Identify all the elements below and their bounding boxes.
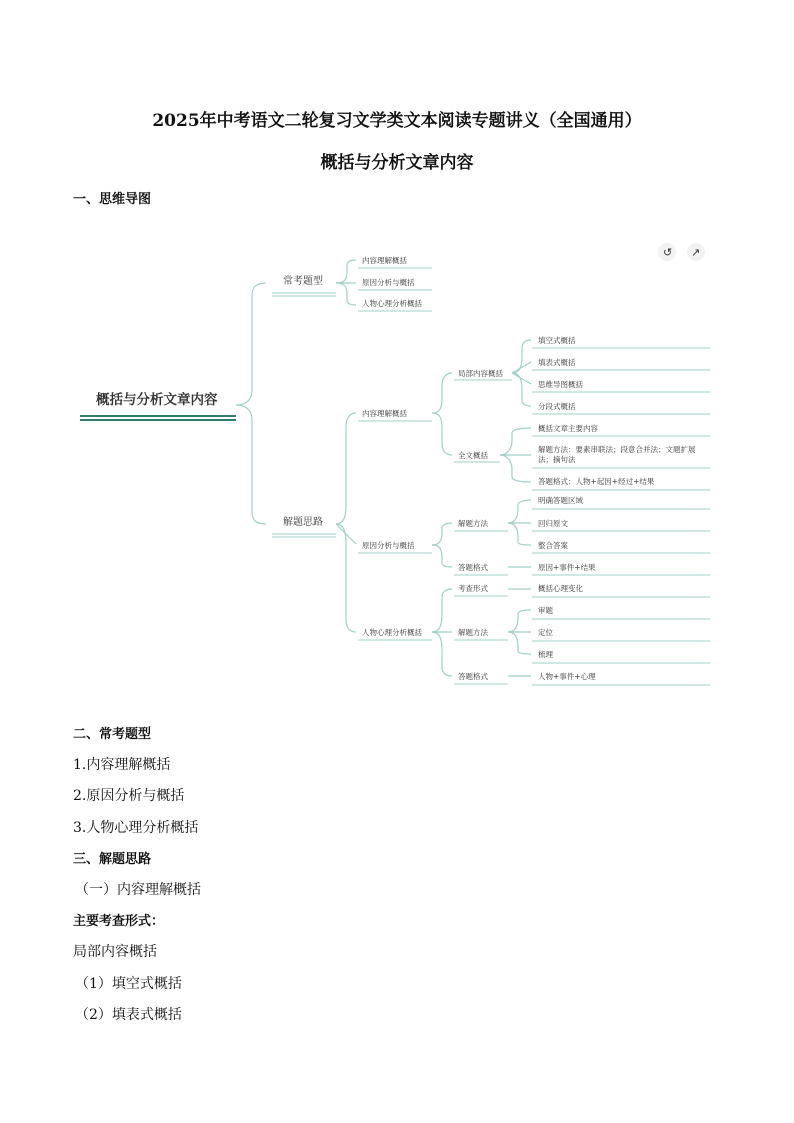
mindmap-leaf: 审题 [538,606,553,615]
mindmap-leaf-line1: 解题方法：要素串联法；段意合并法；文题扩展 [538,445,696,454]
refresh-glyph: ↺ [663,246,673,259]
type-item: 2.原因分析与概括 [73,788,185,804]
mindmap-node: 内容理解概括 [362,409,407,418]
mindmap-leaf: 回归原文 [538,519,568,528]
section-heading-types: 二、常考题型 [73,727,152,742]
mindmap-root: 概括与分析文章内容 [96,392,218,408]
mindmap-node: 答题格式 [458,563,488,572]
mindmap-leaf: 人物+事件+心理 [538,672,596,681]
mindmap-node: 答题格式 [458,672,488,681]
mindmap-leaf: 整合答案 [538,541,568,550]
mindmap-leaf: 定位 [538,628,553,637]
mindmap-leaf: 答题格式：人物+起因+经过+结果 [538,477,655,486]
subsection-heading: （一）内容理解概括 [75,882,201,898]
list-item: （2）填表式概括 [75,1007,182,1023]
mindmap-leaf: 原因+事件+结果 [538,563,596,572]
document-subtitle: 概括与分析文章内容 [320,153,474,173]
mindmap-leaf-line2: 法；摘句法 [538,455,576,464]
mindmap-leaf: 概括心理变化 [538,584,583,593]
root-underline [80,416,236,420]
mindmap-node: 局部内容概括 [458,369,503,378]
mindmap-node: 解题方法 [458,628,488,637]
section-heading-approach: 三、解题思路 [73,852,152,867]
type-item: 1.内容理解概括 [73,757,171,773]
mindmap-leaf: 梳理 [538,650,553,659]
mindmap-node: 人物心理分析概括 [362,299,422,308]
form-label: 主要考查形式： [73,914,165,929]
mindmap-leaf: 概括文章主要内容 [538,424,598,433]
mindmap-node: 原因分析与概括 [362,278,415,287]
mindmap-node: 内容理解概括 [362,256,407,265]
document-title: 2025年中考语文二轮复习文学类文本阅读专题讲义（全国通用） [152,111,642,131]
mindmap-leaf: 思维导图概括 [538,380,583,389]
type-item: 3.人物心理分析概括 [73,820,199,836]
list-item: （1）填空式概括 [75,976,182,992]
local-label: 局部内容概括 [73,944,157,960]
mindmap-leaf: 填空式概括 [538,336,576,345]
mindmap-node: 原因分析与概括 [362,541,415,550]
mindmap-leaf: 分段式概括 [538,402,576,411]
mindmap-node: 人物心理分析概括 [362,628,422,637]
mindmap-branch-approach: 解题思路 [283,517,323,528]
mindmap-leaf: 填表式概括 [538,358,576,367]
section-heading-mindmap: 一、思维导图 [73,192,152,207]
mindmap-connectors [236,260,531,676]
mindmap-node: 全文概括 [458,451,488,460]
mindmap-leaf: 明确答题区域 [538,496,583,505]
mindmap-branch-types: 常考题型 [283,276,323,287]
mindmap-node: 解题方法 [458,519,488,528]
expand-glyph: ↗ [691,246,701,259]
mindmap-node: 考查形式 [458,584,488,593]
